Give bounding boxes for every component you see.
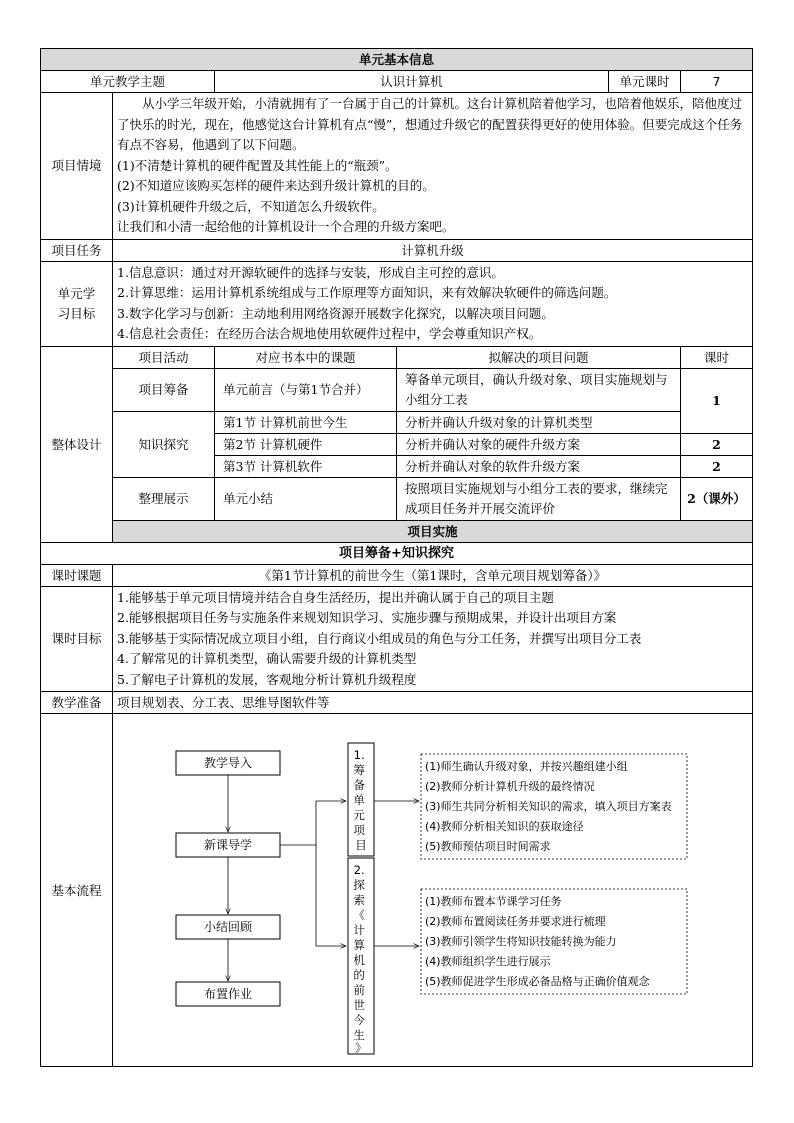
theme-label: 单元教学主题 (41, 71, 215, 93)
overall-design-label: 整体设计 (41, 346, 113, 542)
goal-item: 4.信息社会责任：在经历合法合规地使用软硬件过程中，学会尊重知识产权。 (117, 326, 542, 341)
flow-step (176, 833, 280, 857)
objective-item: 5.了解电子计算机的发展，客观地分析计算机升级程度 (117, 671, 417, 687)
hours-cell: 2 (681, 455, 753, 477)
flow-step-label: 教学导入 (203, 756, 253, 770)
hours-cell: 2（课外） (681, 477, 753, 520)
flow-step-label: 小结回顾 (203, 920, 253, 934)
col-header-problem: 拟解决的项目问题 (397, 346, 681, 368)
hours-cell: 2 (681, 433, 753, 455)
objective-item: 1.能够基于单元项目情境并结合自身生活经历，提出并确认属于自己的项目主题 (117, 589, 554, 605)
flow-label: 基本流程 (41, 714, 113, 1067)
goals-list (113, 261, 753, 346)
prep-label: 教学准备 (41, 692, 113, 714)
problem-cell: 按照项目实施规划与小组分工表的要求，继续完成项目任务并开展交流评价 (397, 477, 681, 520)
goal-item: 3.数字化学习与创新：主动地利用网络资源开展数字化探究，以解决项目问题。 (117, 305, 554, 321)
stage-box-1 (348, 743, 374, 856)
activity-cell: 整理展示 (113, 477, 215, 520)
activity-cell: 项目筹备 (113, 368, 215, 411)
problem-cell: 筹备单元项目，确认升级对象、项目实施规划与小组分工表 (397, 368, 681, 411)
lesson-plan-table (40, 48, 753, 1067)
situation-problem-1: (1)不清楚计算机的硬件配置及其性能上的“瓶颈”。 (117, 157, 398, 173)
hours-cell: 1 (681, 368, 753, 433)
topic-cell: 第1节 计算机前世今生 (215, 411, 397, 433)
flow-step-label: 布置作业 (203, 987, 253, 1001)
situation-closing: 让我们和小清一起给他的计算机设计一个合理的升级方案吧。 (117, 219, 455, 234)
flow-diagram-cell (113, 714, 753, 1067)
implementation-subheader: 项目筹备+知识探究 (41, 542, 753, 564)
hours-value: 7 (681, 71, 753, 93)
stage-2-label: 2. 探 索 《 计 算 机 的 前 世 今 生 》 (353, 863, 367, 1055)
flow-diagram (113, 714, 751, 1066)
topic-cell: 第3节 计算机软件 (215, 455, 397, 477)
unit-info-header: 单元基本信息 (41, 49, 753, 71)
implementation-header: 项目实施 (113, 520, 753, 542)
objectives-list (113, 586, 753, 692)
col-header-hours: 课时 (681, 346, 753, 368)
goal-item: 2.计算思维：运用计算机系统组成与工作原理等方面知识，来有效解决软硬件的筛选问题。 (117, 285, 617, 300)
problem-cell: 分析并确认升级对象的计算机类型 (397, 411, 681, 433)
col-header-topic: 对应书本中的课题 (215, 346, 397, 368)
topic-cell: 单元小结 (215, 477, 397, 520)
detail-group-2-items: (1)教师布置本节课学习任务 (2)教师布置阅读任务并要求进行梳理 (3)教师引领学生将知识技能转换为能力 (4)教师组织学生进行展示 (5)教师促进学生形成必备品格与正确价值观念 (425, 895, 650, 988)
lesson-label: 课时课题 (41, 564, 113, 586)
objective-item: 4.了解常见的计算机类型，确认需要升级的计算机类型 (117, 651, 417, 666)
topic-cell: 第2节 计算机硬件 (215, 433, 397, 455)
goal-item: 1.信息意识：通过对开源软硬件的选择与安装，形成自主可控的意识。 (117, 264, 504, 280)
flow-step-label: 新课导学 (203, 838, 253, 852)
prep-value: 项目规划表、分工表、思维导图软件等 (113, 692, 753, 714)
situation-problem-2: (2)不知道应该购买怎样的硬件来达到升级计算机的目的。 (117, 178, 435, 193)
lesson-plan-page (40, 48, 752, 1067)
theme-value: 认识计算机 (215, 71, 609, 93)
task-label: 项目任务 (41, 239, 113, 261)
situation-problem-3: (3)计算机硬件升级之后，不知道怎么升级软件。 (117, 198, 385, 214)
task-value: 计算机升级 (113, 239, 753, 261)
topic-cell: 单元前言（与第1节合并） (215, 368, 397, 411)
objectives-label: 课时目标 (41, 586, 113, 692)
goals-label (41, 261, 113, 346)
objective-item: 3.能够基于实际情况成立项目小组，自行商议小组成员的角色与分工任务，并撰写出项目分工表 (117, 630, 642, 646)
goals-label-text: 单元学习目标 (57, 285, 96, 321)
flow-step (176, 982, 280, 1006)
detail-group-1-items: (1)师生确认升级对象，并按兴趣组建小组 (2)教师分析计算机升级的最终情况 (3)师生共同分析相关知识的需求，填入项目方案表 (4)教师分析相关知识的获取途径 (5)教师预估项目时间需求 (425, 760, 672, 853)
flow-step (176, 915, 280, 939)
col-header-activity: 项目活动 (113, 346, 215, 368)
problem-cell: 分析并确认对象的软件升级方案 (397, 455, 681, 477)
situation-label: 项目情境 (41, 93, 113, 240)
stage-1-label: 1. 筹 备 单 元 项 目 (353, 748, 367, 852)
detail-group-2 (421, 889, 687, 994)
problem-cell: 分析并确认对象的硬件升级方案 (397, 433, 681, 455)
activity-cell: 知识探究 (113, 411, 215, 477)
lesson-value: 《第1节计算机的前世今生（第1课时，含单元项目规划筹备）》 (113, 564, 753, 586)
hours-label: 单元课时 (609, 71, 681, 93)
situation-paragraph: 从小学三年级开始，小清就拥有了一台属于自己的计算机。这台计算机陪着他学习，也陪着他娱乐，陪他度过了快乐的时光，现在，他感觉这台计算机有点“慢”，想通过升级它的配置获得更好的使用体验。但要完成这个任务有点不容易，他遇到了以下问题。 (117, 96, 743, 152)
situation-text (113, 93, 753, 240)
stage-box-2 (348, 858, 374, 1055)
detail-group-1 (421, 754, 687, 859)
flow-step (176, 751, 280, 775)
objective-item: 2.能够根据项目任务与实施条件来规划知识学习、实施步骤与预期成果，并设计出项目方案 (117, 610, 617, 625)
